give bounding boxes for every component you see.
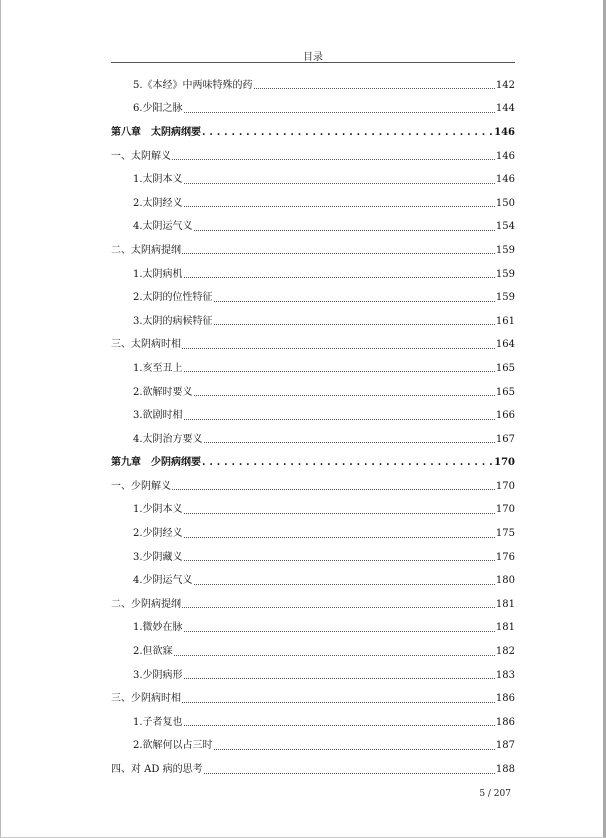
dot-leader <box>184 112 495 113</box>
toc-entry-title: 第九章 少阴病纲要 <box>111 457 201 469</box>
toc-entry-title: 2.但欲寐 <box>133 646 173 658</box>
toc-subsection-entry[interactable] <box>111 263 515 287</box>
toc-entry-page: 166 <box>495 410 515 422</box>
toc-subsection-entry[interactable] <box>111 499 515 523</box>
toc-entry-page: 154 <box>495 221 515 233</box>
toc-subsection-entry[interactable] <box>111 546 515 570</box>
toc-subsection-entry[interactable] <box>111 522 515 546</box>
toc-entry-page: 144 <box>495 103 515 115</box>
toc-section-entry[interactable] <box>111 334 515 358</box>
dot-leader <box>184 537 495 538</box>
table-of-contents <box>111 74 515 782</box>
page-header-title: 目录 <box>303 52 323 63</box>
dot-leader <box>182 702 495 703</box>
dot-leader <box>184 560 495 561</box>
toc-entry-title: 1.子者复也 <box>133 716 183 728</box>
toc-entry-title: 3.少阴病形 <box>133 669 183 681</box>
toc-chapter-entry[interactable] <box>111 452 515 476</box>
toc-entry-title: 3.少阴藏义 <box>133 551 183 563</box>
toc-entry-title: 3.太阴的病候特征 <box>133 315 213 327</box>
dot-leader <box>184 371 495 372</box>
toc-entry-title: 1.太阴本义 <box>133 174 183 186</box>
toc-subsection-entry[interactable] <box>111 640 515 664</box>
toc-subsection-entry[interactable] <box>111 74 515 98</box>
toc-subsection-entry[interactable] <box>111 735 515 759</box>
toc-entry-title: 1.少阴本义 <box>133 504 183 516</box>
toc-entry-title: 2.少阴经义 <box>133 528 183 540</box>
toc-entry-page: 161 <box>495 315 515 327</box>
toc-entry-page: 146 <box>494 126 515 138</box>
dot-leader <box>204 773 495 774</box>
header-rule <box>111 62 515 63</box>
toc-section-entry[interactable] <box>111 145 515 169</box>
toc-subsection-entry[interactable] <box>111 192 515 216</box>
toc-entry-page: 142 <box>495 79 515 91</box>
dot-leader <box>172 159 495 160</box>
dot-leader <box>184 206 495 207</box>
toc-entry-page: 159 <box>495 268 515 280</box>
toc-subsection-entry[interactable] <box>111 286 515 310</box>
dot-leader <box>182 348 495 349</box>
toc-entry-page: 181 <box>495 598 515 610</box>
toc-entry-page: 187 <box>495 740 515 752</box>
dot-leader <box>194 230 495 231</box>
dot-leader <box>214 749 495 750</box>
toc-entry-page: 159 <box>495 292 515 304</box>
toc-subsection-entry[interactable] <box>111 98 515 122</box>
toc-subsection-entry[interactable] <box>111 216 515 240</box>
dot-leader <box>184 513 495 514</box>
toc-subsection-entry[interactable] <box>111 168 515 192</box>
toc-entry-title: 4.少阴运气义 <box>133 575 193 587</box>
toc-subsection-entry[interactable] <box>111 357 515 381</box>
toc-entry-page: 159 <box>495 244 515 256</box>
toc-entry-page: 170 <box>494 457 515 469</box>
dot-leader <box>184 631 495 632</box>
toc-entry-page: 186 <box>495 716 515 728</box>
toc-entry-title: 二、少阴病提纲 <box>111 598 181 610</box>
toc-subsection-entry[interactable] <box>111 617 515 641</box>
toc-entry-title: 3.欲剧时相 <box>133 410 183 422</box>
toc-entry-page: 146 <box>495 174 515 186</box>
toc-entry-page: 188 <box>495 764 515 776</box>
toc-subsection-entry[interactable] <box>111 428 515 452</box>
dot-leader <box>202 128 493 138</box>
toc-entry-title: 5.《本经》中两味特殊的药 <box>133 79 253 91</box>
toc-entry-title: 2.欲解何以占三时 <box>133 740 213 752</box>
toc-entry-title: 二、太阴病提纲 <box>111 244 181 256</box>
dot-leader <box>214 324 495 325</box>
toc-entry-page: 164 <box>495 339 515 351</box>
dot-leader <box>204 442 495 443</box>
toc-entry-title: 2.太阴经义 <box>133 197 183 209</box>
dot-leader <box>194 584 495 585</box>
toc-entry-title: 2.太阴的位性特征 <box>133 292 213 304</box>
dot-leader <box>184 725 495 726</box>
dot-leader <box>172 489 495 490</box>
toc-entry-page: 176 <box>495 551 515 563</box>
toc-entry-title: 4.太阴治方要义 <box>133 433 203 445</box>
dot-leader <box>184 678 495 679</box>
toc-entry-page: 181 <box>495 622 515 634</box>
toc-entry-title: 1.微妙在脉 <box>133 622 183 634</box>
toc-subsection-entry[interactable] <box>111 381 515 405</box>
toc-chapter-entry[interactable] <box>111 121 515 145</box>
toc-entry-title: 一、太阴解义 <box>111 150 171 162</box>
toc-entry-title: 第八章 太阴病纲要 <box>111 126 201 138</box>
dot-leader <box>184 277 495 278</box>
toc-entry-page: 183 <box>495 669 515 681</box>
toc-entry-page: 170 <box>495 504 515 516</box>
toc-entry-title: 一、少阴解义 <box>111 480 171 492</box>
toc-entry-title: 1.亥至丑上 <box>133 362 183 374</box>
toc-entry-page: 182 <box>495 646 515 658</box>
toc-subsection-entry[interactable] <box>111 404 515 428</box>
toc-section-entry[interactable] <box>111 475 515 499</box>
toc-entry-title: 三、太阴病时相 <box>111 339 181 351</box>
toc-entry-title: 四、对 AD 病的思考 <box>111 764 203 776</box>
toc-entry-page: 150 <box>495 197 515 209</box>
toc-entry-page: 146 <box>495 150 515 162</box>
dot-leader <box>254 88 495 89</box>
toc-subsection-entry[interactable] <box>111 711 515 735</box>
toc-subsection-entry[interactable] <box>111 569 515 593</box>
toc-entry-page: 170 <box>495 480 515 492</box>
toc-entry-page: 167 <box>495 433 515 445</box>
dot-leader <box>184 419 495 420</box>
toc-entry-page: 165 <box>495 386 515 398</box>
toc-entry-title: 2.欲解时要义 <box>133 386 193 398</box>
dot-leader <box>202 458 493 468</box>
toc-section-entry[interactable] <box>111 758 515 782</box>
dot-leader <box>214 301 495 302</box>
dot-leader <box>174 655 495 656</box>
toc-entry-page: 186 <box>495 693 515 705</box>
toc-entry-title: 4.太阴运气义 <box>133 221 193 233</box>
page-number-indicator: 5 / 207 <box>479 789 511 799</box>
toc-section-entry[interactable] <box>111 687 515 711</box>
toc-section-entry[interactable] <box>111 239 515 263</box>
toc-entry-page: 175 <box>495 528 515 540</box>
toc-section-entry[interactable] <box>111 593 515 617</box>
dot-leader <box>182 253 495 254</box>
toc-subsection-entry[interactable] <box>111 310 515 334</box>
dot-leader <box>182 607 495 608</box>
toc-entry-page: 180 <box>495 575 515 587</box>
toc-entry-title: 6.少阳之脉 <box>133 103 183 115</box>
dot-leader <box>194 395 495 396</box>
toc-entry-title: 1.太阴病机 <box>133 268 183 280</box>
dot-leader <box>184 183 495 184</box>
toc-subsection-entry[interactable] <box>111 664 515 688</box>
toc-entry-title: 三、少阴病时相 <box>111 693 181 705</box>
toc-entry-page: 165 <box>495 362 515 374</box>
